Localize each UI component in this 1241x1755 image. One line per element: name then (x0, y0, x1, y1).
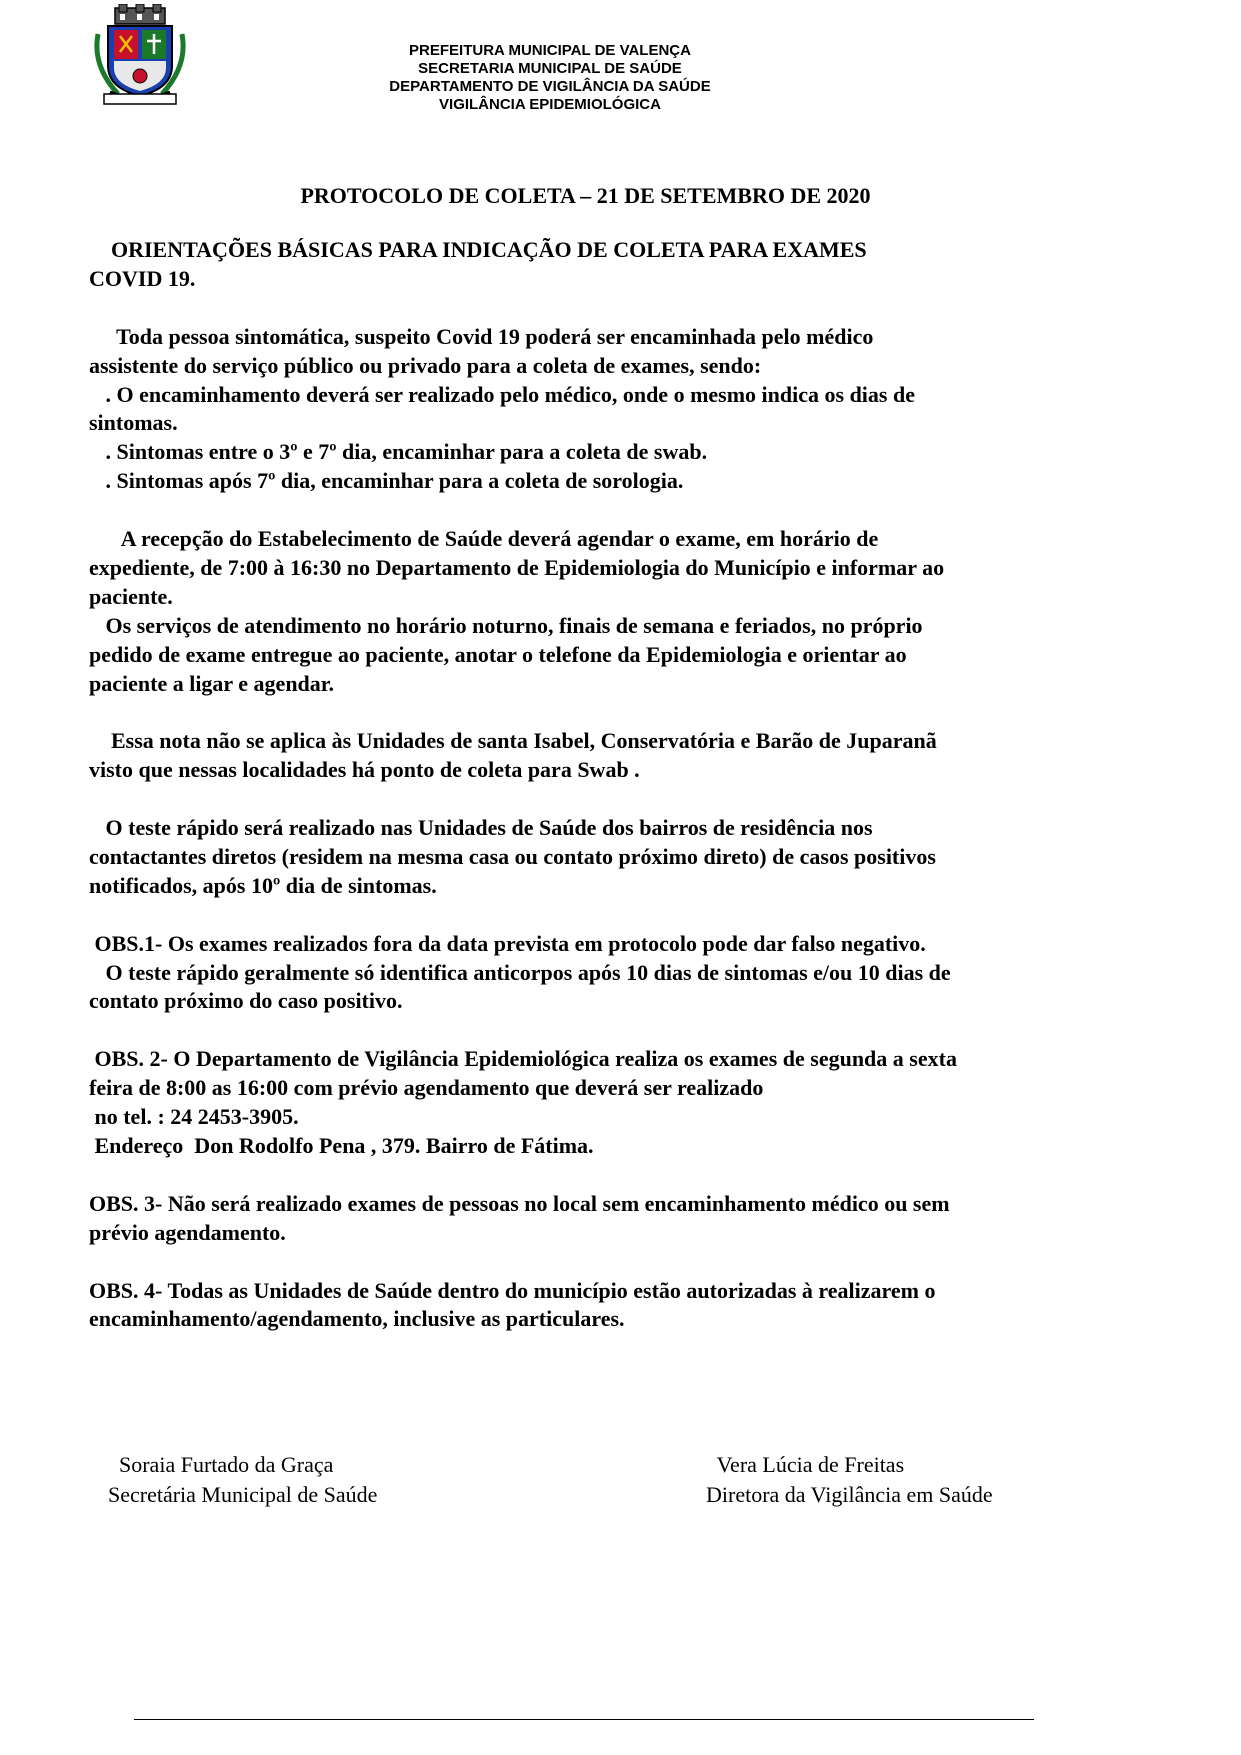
paragraph-line: O teste rápido será realizado nas Unidades de Saúde dos bairros de residência nos (89, 815, 873, 841)
header-line-1: PREFEITURA MUNICIPAL DE VALENÇA (409, 42, 691, 59)
obs-2-phone: no tel. : 24 2453-3905. (89, 1104, 299, 1130)
shield-icon (108, 26, 172, 96)
paragraph-line: sintomas. (89, 410, 178, 436)
obs-2-line: OBS. 2- O Departamento de Vigilância Epidemiológica realiza os exames de segunda a sexta (89, 1046, 957, 1072)
document-title: PROTOCOLO DE COLETA – 21 DE SETEMBRO DE 2020 (300, 183, 871, 208)
paragraph-line: Toda pessoa sintomática, suspeito Covid 19 poderá ser encaminhada pelo médico (89, 323, 874, 349)
paragraph-line: notificados, após 10º dia de sintomas. (89, 872, 437, 898)
signatory-name: Soraia Furtado da Graça (108, 1452, 334, 1477)
institution-header (330, 42, 770, 114)
paragraph-line: . Sintomas após 7º dia, encaminhar para a coleta de sorologia. (89, 468, 684, 494)
signature-right (706, 1450, 993, 1510)
obs-1-line: O teste rápido geralmente só identifica anticorpos após 10 dias de sintomas e/ou 10 dias de (89, 959, 951, 985)
signature-left (108, 1450, 377, 1510)
paragraph-line: Os serviços de atendimento no horário noturno, finais de semana e feriados, no próprio (89, 612, 923, 638)
municipal-crest-logo (90, 4, 190, 108)
paragraph-line: A recepção do Estabelecimento de Saúde deverá agendar o exame, em horário de (89, 526, 879, 552)
orientation-heading-line-2: COVID 19. (89, 265, 196, 291)
paragraph-line: . O encaminhamento deverá ser realizado pelo médico, onde o mesmo indica os dias de (89, 381, 915, 407)
paragraph-line: assistente do serviço público ou privado para a coleta de exames, sendo: (89, 352, 762, 378)
obs-2-line: feira de 8:00 as 16:00 com prévio agendamento que deverá ser realizado (89, 1075, 764, 1101)
paragraph-line: Essa nota não se aplica às Unidades de santa Isabel, Conservatória e Barão de Juparanã (89, 728, 937, 754)
obs-3-line: OBS. 3- Não será realizado exames de pessoas no local sem encaminhamento médico ou sem (89, 1190, 950, 1216)
header-line-2: SECRETARIA MUNICIPAL DE SAÚDE (418, 60, 682, 77)
orientation-heading-line-1: ORIENTAÇÕES BÁSICAS PARA INDICAÇÃO DE COLETA PARA EXAMES (89, 237, 867, 262)
paragraph-line: paciente a ligar e agendar. (89, 670, 335, 696)
paragraph-line: expediente, de 7:00 à 16:30 no Departamento de Epidemiologia do Município e informar ao (89, 554, 945, 580)
header-line-4: VIGILÂNCIA EPIDEMIOLÓGICA (439, 96, 661, 113)
obs-1-line: contato próximo do caso positivo. (89, 988, 403, 1014)
obs-1-line: OBS.1- Os exames realizados fora da data prevista em protocolo pode dar falso negativo. (89, 930, 926, 956)
footer-divider (134, 1719, 1034, 1720)
obs-4-line: OBS. 4- Todas as Unidades de Saúde dentro do município estão autorizadas à realizarem o (89, 1277, 936, 1303)
document-body (89, 236, 1089, 1334)
obs-4-line: encaminhamento/agendamento, inclusive as particulares. (89, 1306, 625, 1332)
signatory-name: Vera Lúcia de Freitas (706, 1452, 905, 1477)
paragraph-line: . Sintomas entre o 3º e 7º dia, encaminhar para a coleta de swab. (89, 439, 708, 465)
header-line-3: DEPARTAMENTO DE VIGILÂNCIA DA SAÚDE (389, 78, 711, 95)
paragraph-line: pedido de exame entregue ao paciente, anotar o telefone da Epidemiologia e orientar ao (89, 641, 907, 667)
crown-icon (115, 4, 165, 24)
obs-3-line: prévio agendamento. (89, 1219, 286, 1245)
paragraph-line: contactantes diretos (residem na mesma casa ou contato próximo direto) de casos positivos (89, 843, 936, 869)
paragraph-line: paciente. (89, 583, 173, 609)
paragraph-line: visto que nessas localidades há ponto de coleta para Swab . (89, 757, 640, 783)
signatory-role: Secretária Municipal de Saúde (108, 1482, 378, 1507)
obs-2-address: Endereço Don Rodolfo Pena , 379. Bairro de Fátima. (89, 1133, 594, 1158)
signatory-role: Diretora da Vigilância em Saúde (706, 1482, 993, 1507)
